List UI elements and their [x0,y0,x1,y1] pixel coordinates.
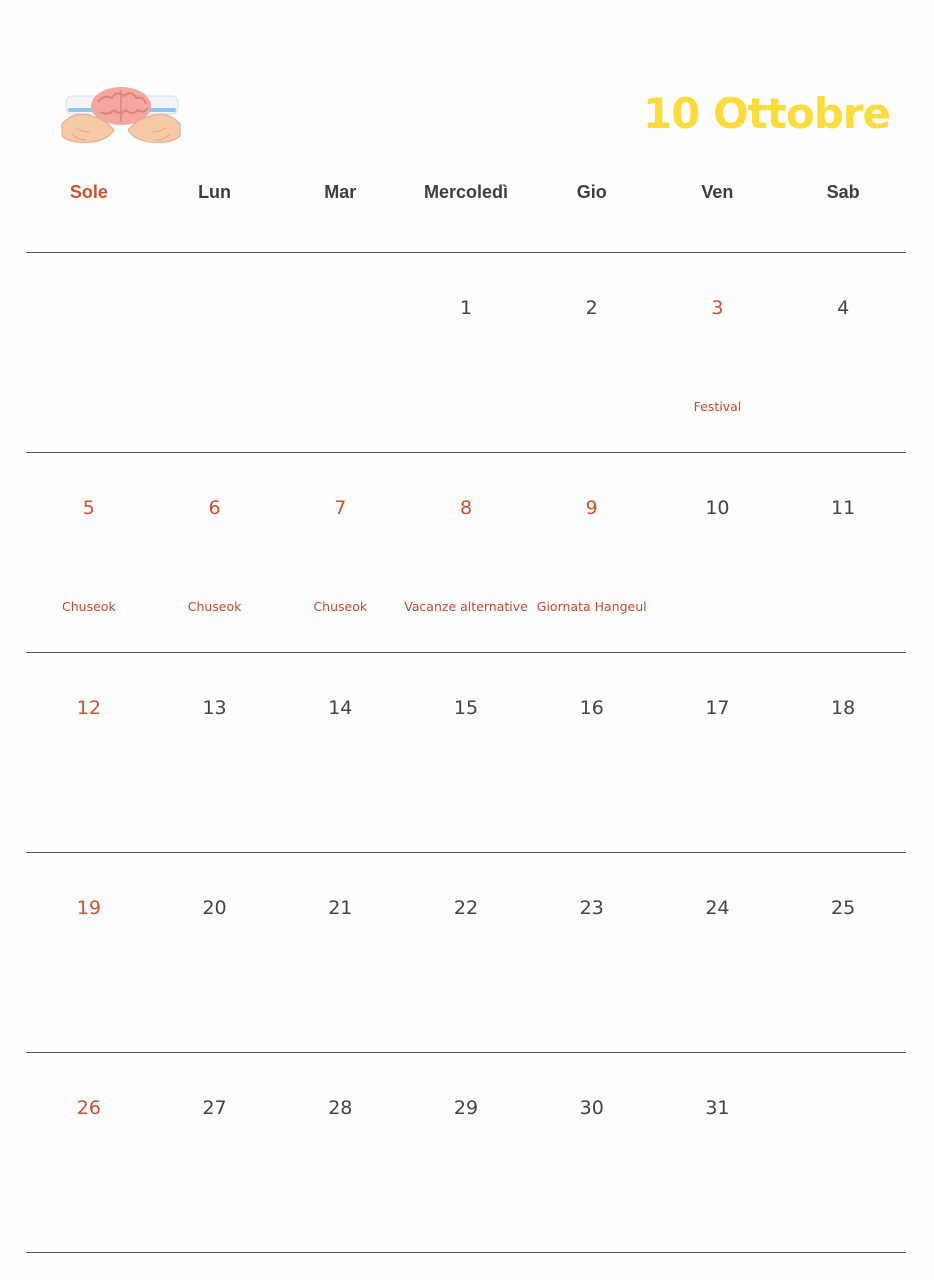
day-cell [277,653,403,853]
day-cell [655,653,781,853]
day-cell [529,253,655,453]
day-cell [403,853,529,1053]
week-row [26,1052,906,1253]
day-cell [152,453,278,653]
day-event-label: Festival [693,399,742,414]
day-cell [152,1053,278,1253]
day-number: 29 [453,1097,479,1119]
day-cell [277,1053,403,1253]
day-number: 23 [579,897,604,919]
weekday-saturday: Sab [826,182,860,202]
day-cell [26,253,152,453]
day-number: 14 [328,697,353,719]
day-cell [26,453,152,653]
day-cell [529,1053,655,1253]
day-number: 17 [705,697,730,719]
day-cell [529,453,655,653]
day-cell [403,253,529,453]
day-number: 22 [453,897,479,919]
day-cell [152,853,278,1053]
day-cell [277,453,403,653]
day-cell [655,1053,781,1253]
day-cell [26,653,152,853]
weekday-wednesday: Mercoledì [423,182,508,202]
day-number: 27 [202,1097,227,1119]
brain-hands-logo [58,84,184,158]
day-number: 11 [831,497,856,519]
month-title: 10 Ottobre [642,89,890,138]
week-row [26,652,906,852]
day-cell [655,253,781,453]
day-cell [529,853,655,1053]
day-cell [780,1053,906,1253]
day-number: 4 [837,297,850,319]
day-cell [655,453,781,653]
day-number: 2 [585,297,598,319]
day-cell [26,853,152,1053]
day-number: 19 [76,897,101,919]
day-event-label: Vacanze alternative [404,599,528,614]
day-number: 20 [202,897,227,919]
day-cell [277,853,403,1053]
day-event-label: Chuseok [313,599,368,614]
day-number: 28 [328,1097,353,1119]
day-number: 16 [579,697,604,719]
week-row [26,252,906,452]
day-number: 9 [585,497,598,519]
day-number: 24 [705,897,730,919]
day-event-label: Chuseok [187,599,242,614]
day-event-label: Chuseok [62,599,116,614]
weekday-monday: Lun [198,182,232,202]
day-number: 12 [76,697,101,719]
day-number: 18 [831,697,856,719]
day-cell [277,253,403,453]
day-cell [780,253,906,453]
weekday-thursday: Gio [576,182,607,202]
day-event-label: Giornata Hangeul [536,599,647,614]
day-cell [780,653,906,853]
day-number: 8 [459,497,473,519]
day-number: 5 [82,497,95,519]
calendar-grid [26,252,906,1253]
day-cell [529,653,655,853]
day-number: 25 [831,897,856,919]
day-cell [403,653,529,853]
day-cell [655,853,781,1053]
day-number: 3 [711,297,724,319]
week-row [26,852,906,1052]
day-cell [152,253,278,453]
day-cell [780,453,906,653]
weekday-tuesday: Mar [324,182,357,202]
day-cell [780,853,906,1053]
day-cell [403,453,529,653]
day-number: 13 [202,697,227,719]
weekday-header-row [26,172,906,212]
day-number: 6 [208,497,221,519]
day-number: 31 [705,1097,730,1119]
day-number: 7 [334,497,347,519]
day-number: 10 [705,497,730,519]
day-number: 15 [453,697,479,719]
day-number: 1 [459,297,473,319]
week-row [26,452,906,652]
day-number: 21 [328,897,353,919]
day-cell [26,1053,152,1253]
day-number: 26 [76,1097,101,1119]
weekday-sunday: Sole [69,182,108,202]
day-cell [152,653,278,853]
day-number: 30 [579,1097,604,1119]
weekday-friday: Ven [701,182,734,202]
day-cell [403,1053,529,1253]
